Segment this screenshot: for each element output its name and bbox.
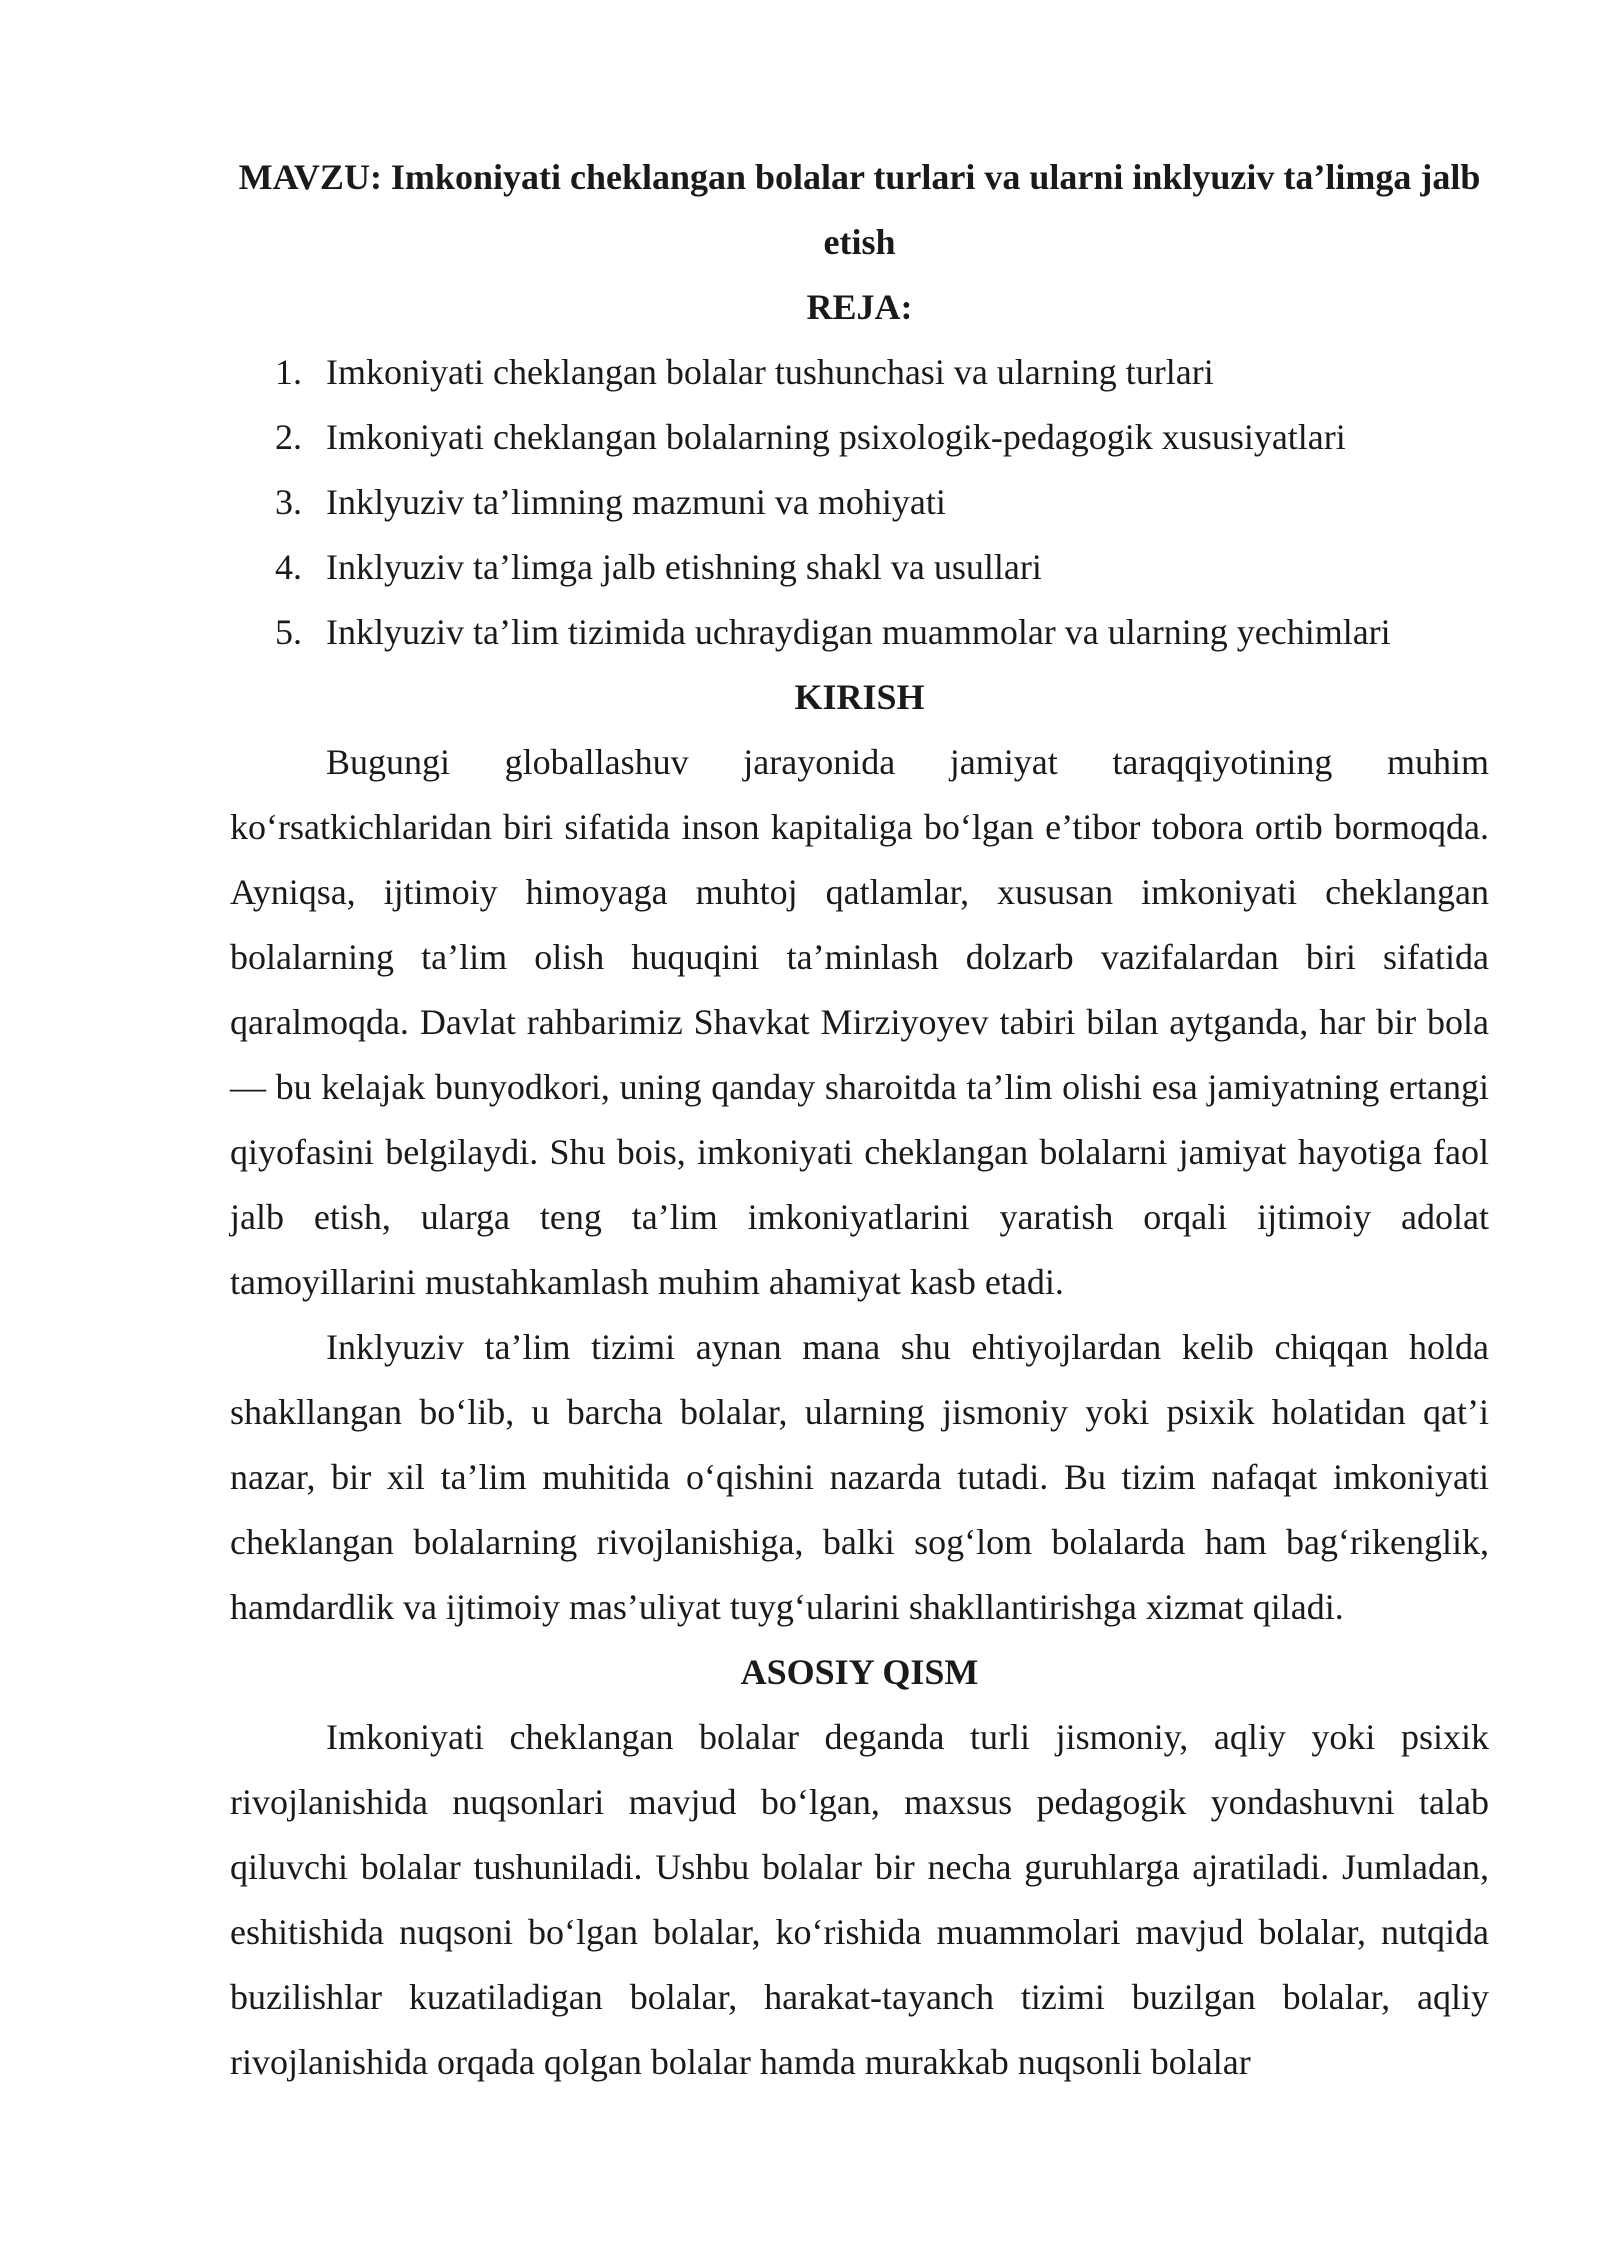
plan-item-number: 5. xyxy=(275,612,302,652)
document-title: MAVZU: Imkoniyati cheklangan bolalar turlari va ularni inklyuziv ta’limga jalb etish xyxy=(238,157,1481,262)
plan-list xyxy=(230,340,1489,665)
plan-item-text: Inklyuziv ta’limga jalb etishning shakl va usullari xyxy=(326,547,1042,587)
plan-item-number: 2. xyxy=(275,417,302,457)
plan-item xyxy=(230,405,1489,470)
main-paragraph-1: Imkoniyati cheklangan bolalar deganda turli jismoniy, aqliy yoki psixik rivojlanishida nuqsonlari mavjud bo‘lgan, maxsus pedagogik yondashuvni talab qiluvchi bolalar tushuniladi. Ushbu bolalar bir necha guruhlarga ajratiladi. Jumladan, eshitishida nuqsoni bo‘lgan bolalar, ko‘rishida muammolari mavjud bolalar, nutqida buzilishlar kuzatiladigan bolalar, harakat-tayanch tizimi buzilgan bolalar, aqliy rivojlanishida orqada qolgan bolalar hamda murakkab nuqsonli bolalar xyxy=(230,1717,1489,2082)
document-page xyxy=(230,145,1489,2095)
main-heading: ASOSIY QISM xyxy=(740,1652,979,1692)
plan-item-text: Imkoniyati cheklangan bolalarning psixologik-pedagogik xususiyatlari xyxy=(326,417,1346,457)
plan-item xyxy=(230,535,1489,600)
plan-item xyxy=(230,340,1489,405)
plan-item xyxy=(230,470,1489,535)
plan-item-number: 1. xyxy=(275,352,302,392)
plan-item-number: 3. xyxy=(275,482,302,522)
plan-heading: REJA: xyxy=(806,287,913,327)
plan-item-text: Inklyuziv ta’lim tizimida uchraydigan muammolar va ularning yechimlari xyxy=(326,612,1391,652)
plan-item-text: Imkoniyati cheklangan bolalar tushunchasi va ularning turlari xyxy=(326,352,1214,392)
intro-paragraph-2: Inklyuziv ta’lim tizimi aynan mana shu ehtiyojlardan kelib chiqqan holda shakllangan bo‘lib, u barcha bolalar, ularning jismoniy yoki psixik holatidan qat’i nazar, bir xil ta’lim muhitida o‘qishini nazarda tutadi. Bu tizim nafaqat imkoniyati cheklangan bolalarning rivojlanishiga, balki sog‘lom bolalarda ham bag‘rikenglik, hamdardlik va ijtimoiy mas’uliyat tuyg‘ularini shakllantirishga xizmat qiladi. xyxy=(230,1327,1489,1627)
plan-item xyxy=(230,600,1489,665)
plan-item-text: Inklyuziv ta’limning mazmuni va mohiyati xyxy=(326,482,946,522)
plan-item-number: 4. xyxy=(275,547,302,587)
intro-heading: KIRISH xyxy=(794,677,925,717)
intro-paragraph-1: Bugungi globallashuv jarayonida jamiyat taraqqiyotining muhim ko‘rsatkichlaridan biri sifatida inson kapitaliga bo‘lgan e’tibor tobora ortib bormoqda. Ayniqsa, ijtimoiy himoyaga muhtoj qatlamlar, xususan imkoniyati cheklangan bolalarning ta’lim olish huquqini ta’minlash dolzarb vazifalardan biri sifatida qaralmoqda. Davlat rahbarimiz Shavkat Mirziyoyev tabiri bilan aytganda, har bir bola — bu kelajak bunyodkori, uning qanday sharoitda ta’lim olishi esa jamiyatning ertangi qiyofasini belgilaydi. Shu bois, imkoniyati cheklangan bolalarni jamiyat hayotiga faol jalb etish, ularga teng ta’lim imkoniyatlarini yaratish orqali ijtimoiy adolat tamoyillarini mustahkamlash muhim ahamiyat kasb etadi. xyxy=(230,742,1489,1302)
